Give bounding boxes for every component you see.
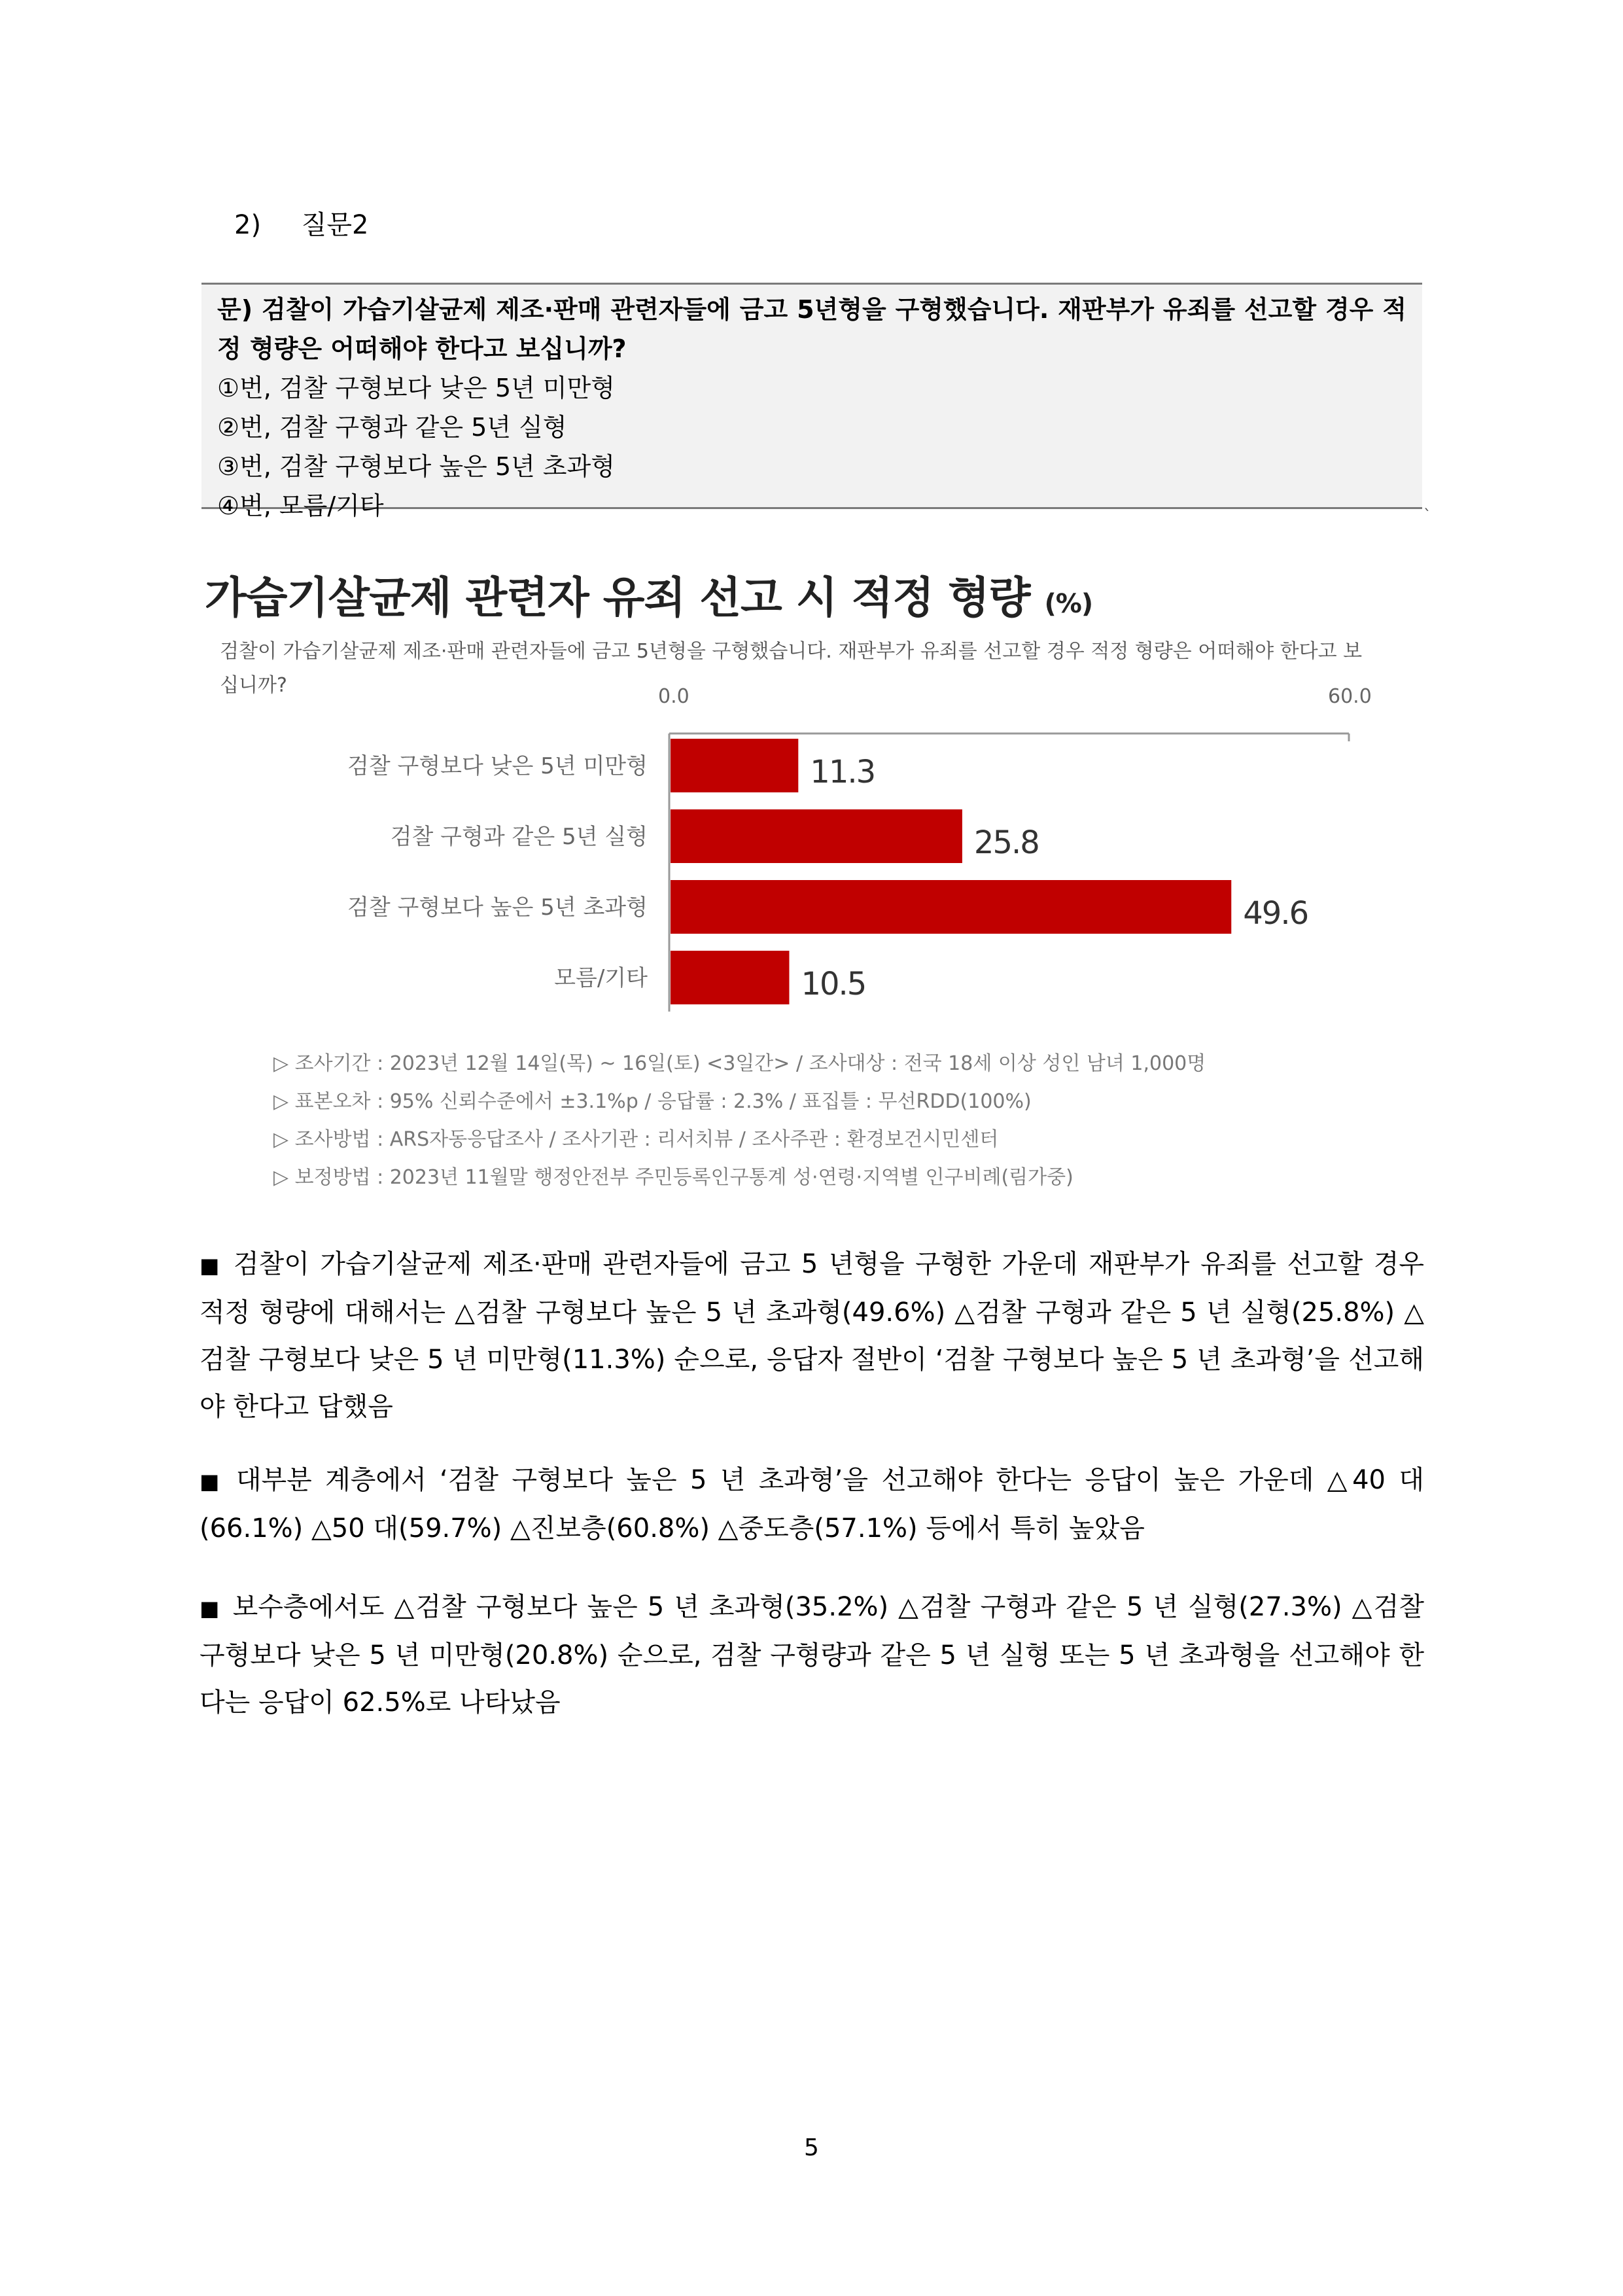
- paragraph-2-text: 대부분 계층에서 ‘검찰 구형보다 높은 5 년 초과형’을 선고해야 한다는 응답이 높은 가운데 △40 대(66.1%) △50 대(59.7%) △진보층(60.8%) △중도층(57.1%) 등에서 특히 높았음: [200, 1465, 1424, 1544]
- bar-chart: [0, 0, 1623, 1047]
- paragraph-1: [200, 1241, 1424, 1430]
- chart-subtitle: 검찰이 가습기살균제 제조·판매 관련자들에 금고 5년형을 구형했습니다. 재판부가 유죄를 선고할 경우 적정 형량은 어떠해야 한다고 보십니까?: [220, 640, 1363, 697]
- option-1: ①번, 검찰 구형보다 낮은 5년 미만형: [217, 374, 615, 402]
- tick-label-min: 0.0: [658, 685, 689, 708]
- bar-4: [671, 951, 789, 1004]
- category-label-4: 모름/기타: [554, 965, 648, 991]
- paragraph-3: [200, 1583, 1424, 1726]
- bar-2: [671, 809, 962, 863]
- option-3: ③번, 검찰 구형보다 높은 5년 초과형: [217, 452, 615, 481]
- note-period: ▷ 조사기간 : 2023년 12월 14일(목) ~ 16일(토) <3일간> / 조사대상 : 전국 18세 이상 성인 남녀 1,000명: [273, 1052, 1206, 1075]
- note-error: ▷ 표본오차 : 95% 신뢰수준에서 ±3.1%p / 응답률 : 2.3% / 표집틀 : 무선RDD(100%): [273, 1090, 1032, 1113]
- bullet-3: ■: [200, 1596, 221, 1621]
- page-number: 5: [804, 2134, 819, 2161]
- category-label-2: 검찰 구형과 같은 5년 실형: [390, 824, 648, 850]
- note-weighting: ▷ 보정방법 : 2023년 11월말 행정안전부 주민등록인구통계 성·연령·지역별 인구비례(림가중): [273, 1166, 1073, 1189]
- paragraph-1-text: 검찰이 가습기살균제 제조·판매 관련자들에 금고 5 년형을 구형한 가운데 재판부가 유죄를 선고할 경우 적정 형량에 대해서는 △검찰 구형보다 높은 5 년 초과형(49.6%) △검찰 구형과 같은 5 년 실형(25.8%) △검찰 구형보다 낮은 5 년 미만형(11.3%) 순으로, 응답자 절반이 ‘검찰 구형보다 높은 5 년 초과형’을 선고해야 한다고 답했음: [200, 1249, 1425, 1422]
- option-4: ④번, 모름/기타: [217, 491, 384, 520]
- chart-title-text: 가습기살균제 관련자 유죄 선고 시 적정 형량: [205, 573, 1030, 623]
- trailing-mark: `: [1423, 506, 1431, 525]
- category-label-3: 검찰 구형보다 높은 5년 초과형: [347, 894, 648, 921]
- section-number: 2): [234, 210, 262, 240]
- section-title: 질문2: [301, 210, 369, 240]
- bar-3: [671, 880, 1231, 934]
- tick-label-max: 60.0: [1328, 685, 1372, 708]
- paragraph-3-text: 보수층에서도 △검찰 구형보다 높은 5 년 초과형(35.2%) △검찰 구형과 같은 5 년 실형(27.3%) △검찰 구형보다 낮은 5 년 미만형(20.8%) 순으로, 검찰 구형량과 같은 5 년 실형 또는 5 년 초과형을 선고해야 한다는 응답이 62.5%로 나타났음: [200, 1592, 1424, 1718]
- survey-notes: [273, 1045, 1206, 1197]
- bullet-2: ■: [200, 1469, 224, 1494]
- category-label-1: 검찰 구형보다 낮은 5년 미만형: [347, 753, 648, 779]
- bars-group: [347, 739, 1308, 1004]
- value-label-2: 25.8: [973, 824, 1039, 861]
- value-label-3: 49.6: [1243, 895, 1308, 932]
- bar-1: [671, 739, 798, 792]
- note-method: ▷ 조사방법 : ARS자동응답조사 / 조사기관 : 리서치뷰 / 조사주관 : 환경보건시민센터: [273, 1128, 999, 1151]
- chart-title-unit: (%): [1044, 589, 1093, 619]
- bullet-1: ■: [200, 1253, 222, 1278]
- option-2: ②번, 검찰 구형과 같은 5년 실형: [217, 413, 567, 442]
- paragraph-2: [200, 1457, 1424, 1552]
- value-label-1: 11.3: [810, 754, 875, 790]
- value-label-4: 10.5: [801, 966, 866, 1002]
- question-text: 문) 검찰이 가습기살균제 제조·판매 관련자들에 금고 5년형을 구형했습니다. 재판부가 유죄를 선고할 경우 적정 형량은 어떠해야 한다고 보십니까?: [217, 295, 1406, 363]
